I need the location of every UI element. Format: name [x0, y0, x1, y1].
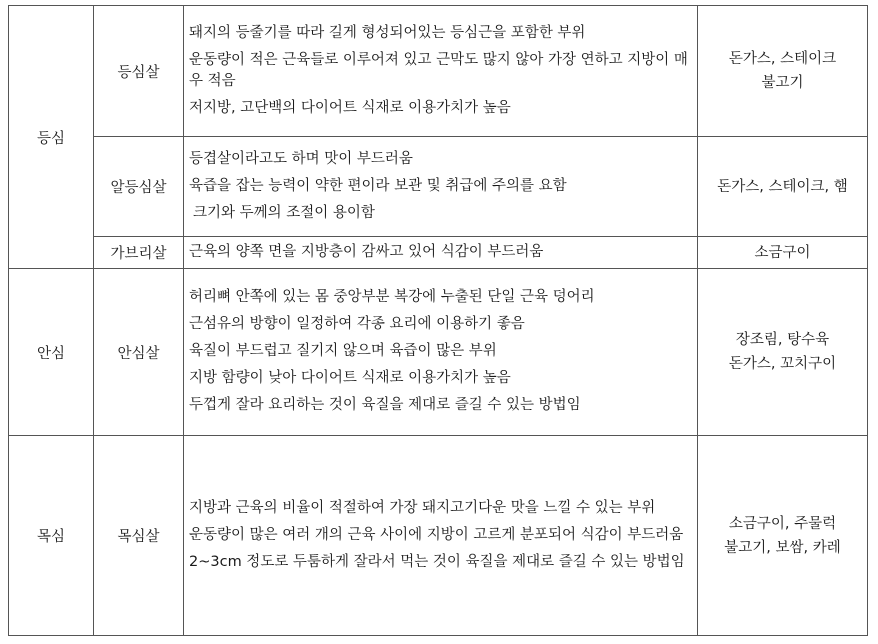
description-line: 허리뼈 안쪽에 있는 몸 중앙부분 복강에 누출된 단일 근육 덩어리: [189, 289, 595, 305]
usage-cell: [698, 6, 868, 137]
description-line: 운동량이 많은 여러 개의 근육 사이에 지방이 고르게 분포되어 식감이 부드러움: [189, 526, 684, 543]
usage-cell: [698, 237, 868, 269]
cut-cell: 알등심살: [94, 137, 184, 237]
part-cell: 목심: [9, 436, 94, 636]
cut-cell: 목심살: [94, 436, 184, 636]
usage-cell: [698, 269, 868, 436]
description-line: 근섬유의 방향이 일정하여 각종 요리에 이용하기 좋음: [189, 316, 525, 332]
part-cell: 안심: [9, 269, 94, 436]
description-line: 크기와 두께의 조절이 용이함: [193, 204, 375, 221]
description-line: 지방과 근육의 비율이 적절하여 가장 돼지고기다운 맛을 느낄 수 있는 부위: [189, 499, 656, 516]
table-row: [9, 137, 868, 237]
description-line: 돼지의 등줄기를 따라 길게 형성되어있는 등심근을 포함한 부위: [189, 24, 586, 41]
usage-line: 돈가스, 스테이크, 햄: [717, 178, 848, 195]
description-cell: [184, 436, 698, 636]
description-cell: [184, 269, 698, 436]
usage-line: 소금구이, 주물럭: [728, 515, 837, 532]
usage-line: 불고기: [761, 75, 804, 91]
cut-cell: 등심살: [94, 6, 184, 137]
cut-cell: 안심살: [94, 269, 184, 436]
description-line: 육질이 부드럽고 질기지 않으며 육즙이 많은 부위: [189, 343, 497, 359]
description-line: 등겹살이라고도 하며 맛이 부드러움: [189, 150, 413, 167]
table-row: [9, 269, 868, 436]
description-line: 육즙을 잡는 능력이 약한 편이라 보관 및 취급에 주의를 요함: [189, 177, 567, 194]
part-cell: 등심: [9, 6, 94, 269]
usage-cell: [698, 137, 868, 237]
usage-line: 돈가스, 스테이크: [728, 51, 837, 67]
pork-cuts-table-container: [8, 5, 868, 636]
description-line: 저지방, 고단백의 다이어트 식재로 이용가치가 높음: [189, 99, 511, 116]
table-row: [9, 237, 868, 269]
usage-line: 돈가스, 꼬치구이: [728, 356, 837, 372]
description-line: 지방 함량이 낮아 다이어트 식재로 이용가치가 높음: [189, 370, 511, 386]
cut-cell: 가브리살: [94, 237, 184, 269]
description-line: 2~3cm 정도로 두툼하게 잘라서 먹는 것이 육질을 제대로 즐길 수 있는 방법임: [189, 553, 685, 570]
description-cell: [184, 137, 698, 237]
usage-line: 소금구이: [754, 244, 811, 261]
description-line: 두껍게 잘라 요리하는 것이 육질을 제대로 즐길 수 있는 방법임: [189, 397, 581, 413]
usage-cell: [698, 436, 868, 636]
table-row: [9, 436, 868, 636]
description-line: 운동량이 적은 근육들로 이루어져 있고 근막도 많지 않아 가장 연하고 지방이 매우 적음: [189, 51, 688, 89]
description-cell: [184, 6, 698, 137]
usage-line: 불고기, 보쌈, 카레: [724, 539, 841, 556]
description-cell: [184, 237, 698, 269]
table-row: [9, 6, 868, 137]
usage-line: 장조림, 탕수육: [735, 332, 830, 348]
description-line: 근육의 양쪽 면을 지방층이 감싸고 있어 식감이 부드러움: [189, 244, 544, 260]
pork-cuts-table: [8, 5, 868, 636]
